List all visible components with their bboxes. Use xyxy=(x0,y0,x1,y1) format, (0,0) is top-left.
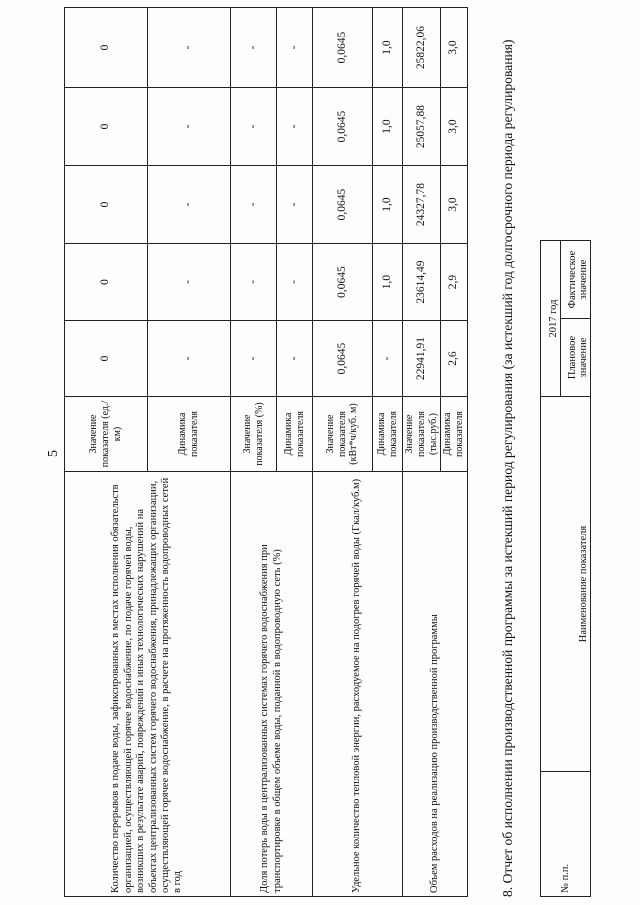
dynamics-cell: 1,0 xyxy=(373,88,403,166)
dynamics-label: Динамика показателя xyxy=(148,397,231,472)
indicator-name: Количество перерывов в подаче воды, зафиксированных в местах исполнения обязательств организацией, осуществляющей горячее водоснабжение, по подаче горячей воды, возникших в результате аварий, повреждений и иных технологических нарушений на объектах централизованных систем горячего водоснабжения, принадлежащих организации, осуществляющей горячее водоснабжение, в расчете на протяженность водопроводных сетей в год xyxy=(65,472,231,897)
dynamics-cell: - xyxy=(373,321,403,397)
table-row xyxy=(231,8,277,897)
value-cell: 0 xyxy=(65,244,148,321)
value-cell: 0 xyxy=(65,166,148,244)
report-table xyxy=(540,240,591,897)
dynamics-cell: 3,0 xyxy=(441,8,468,88)
dynamics-label: Динамика показателя xyxy=(277,397,313,472)
value-cell: 23614,49 xyxy=(403,244,441,321)
value-label: Значение показателя (ед./км) xyxy=(65,397,148,472)
value-cell: - xyxy=(231,166,277,244)
col-number-header: № п.п. xyxy=(541,772,591,897)
value-cell: - xyxy=(231,8,277,88)
value-cell: 24327,78 xyxy=(403,166,441,244)
value-cell: 0 xyxy=(65,321,148,397)
value-cell: 0,0645 xyxy=(313,166,373,244)
report-header-row xyxy=(541,241,561,897)
value-cell: 25057,88 xyxy=(403,88,441,166)
table-row xyxy=(65,8,148,897)
indicator-name: Удельное количество тепловой энергии, расходуемое на подогрев горячей воды (Гкал/куб.м) xyxy=(313,472,403,897)
dynamics-cell: 1,0 xyxy=(373,244,403,321)
page-number: 5 xyxy=(46,450,61,457)
value-cell: 0 xyxy=(65,88,148,166)
col-fact-header: Фактическое значение xyxy=(561,241,591,319)
value-cell: 25822,06 xyxy=(403,8,441,88)
dynamics-cell: 2,6 xyxy=(441,321,468,397)
dynamics-cell: 1,0 xyxy=(373,8,403,88)
value-cell: - xyxy=(231,244,277,321)
dynamics-cell: - xyxy=(148,244,231,321)
col-plan-header: Плановое значение xyxy=(561,319,591,397)
dynamics-label: Динамика показателя xyxy=(441,397,468,472)
dynamics-cell: - xyxy=(148,88,231,166)
dynamics-cell: - xyxy=(277,88,313,166)
section-8-heading: 8. Отчет об исполнении производственной программы за истекший период регулирования (за истекший год долгосрочного периода регулирования) xyxy=(500,39,515,897)
dynamics-cell: - xyxy=(277,166,313,244)
dynamics-cell: - xyxy=(277,244,313,321)
value-cell: 0 xyxy=(65,8,148,88)
dynamics-label: Динамика показателя xyxy=(373,397,403,472)
dynamics-cell: - xyxy=(148,321,231,397)
table-row xyxy=(403,8,441,897)
dynamics-cell: - xyxy=(148,166,231,244)
indicator-name: Объем расходов на реализацию производственной программы xyxy=(403,472,468,897)
value-label: Значение показателя (тыс.руб.) xyxy=(403,397,441,472)
value-label: Значение показателя (кВт*ч/куб. м) xyxy=(313,397,373,472)
dynamics-cell: - xyxy=(148,8,231,88)
dynamics-cell: 3,0 xyxy=(441,166,468,244)
dynamics-cell: 1,0 xyxy=(373,166,403,244)
dynamics-cell: 3,0 xyxy=(441,88,468,166)
col-name-header: Наименование показателя xyxy=(541,397,591,772)
value-label: Значение показателя (%) xyxy=(231,397,277,472)
value-cell: - xyxy=(231,321,277,397)
value-cell: 0,0645 xyxy=(313,244,373,321)
value-cell: 0,0645 xyxy=(313,88,373,166)
value-cell: 0,0645 xyxy=(313,8,373,88)
dynamics-cell: - xyxy=(277,8,313,88)
col-year-header: 2017 год xyxy=(541,241,561,397)
indicators-table xyxy=(64,7,468,897)
value-cell: 22941,91 xyxy=(403,321,441,397)
value-cell: - xyxy=(231,88,277,166)
table-row xyxy=(313,8,373,897)
dynamics-cell: 2,9 xyxy=(441,244,468,321)
dynamics-cell: - xyxy=(277,321,313,397)
value-cell: 0,0645 xyxy=(313,321,373,397)
indicator-name: Доля потерь воды в централизованных системах горячего водоснабжения при транспортировке в общем объеме воды, поданной в водопроводную сеть (%) xyxy=(231,472,313,897)
